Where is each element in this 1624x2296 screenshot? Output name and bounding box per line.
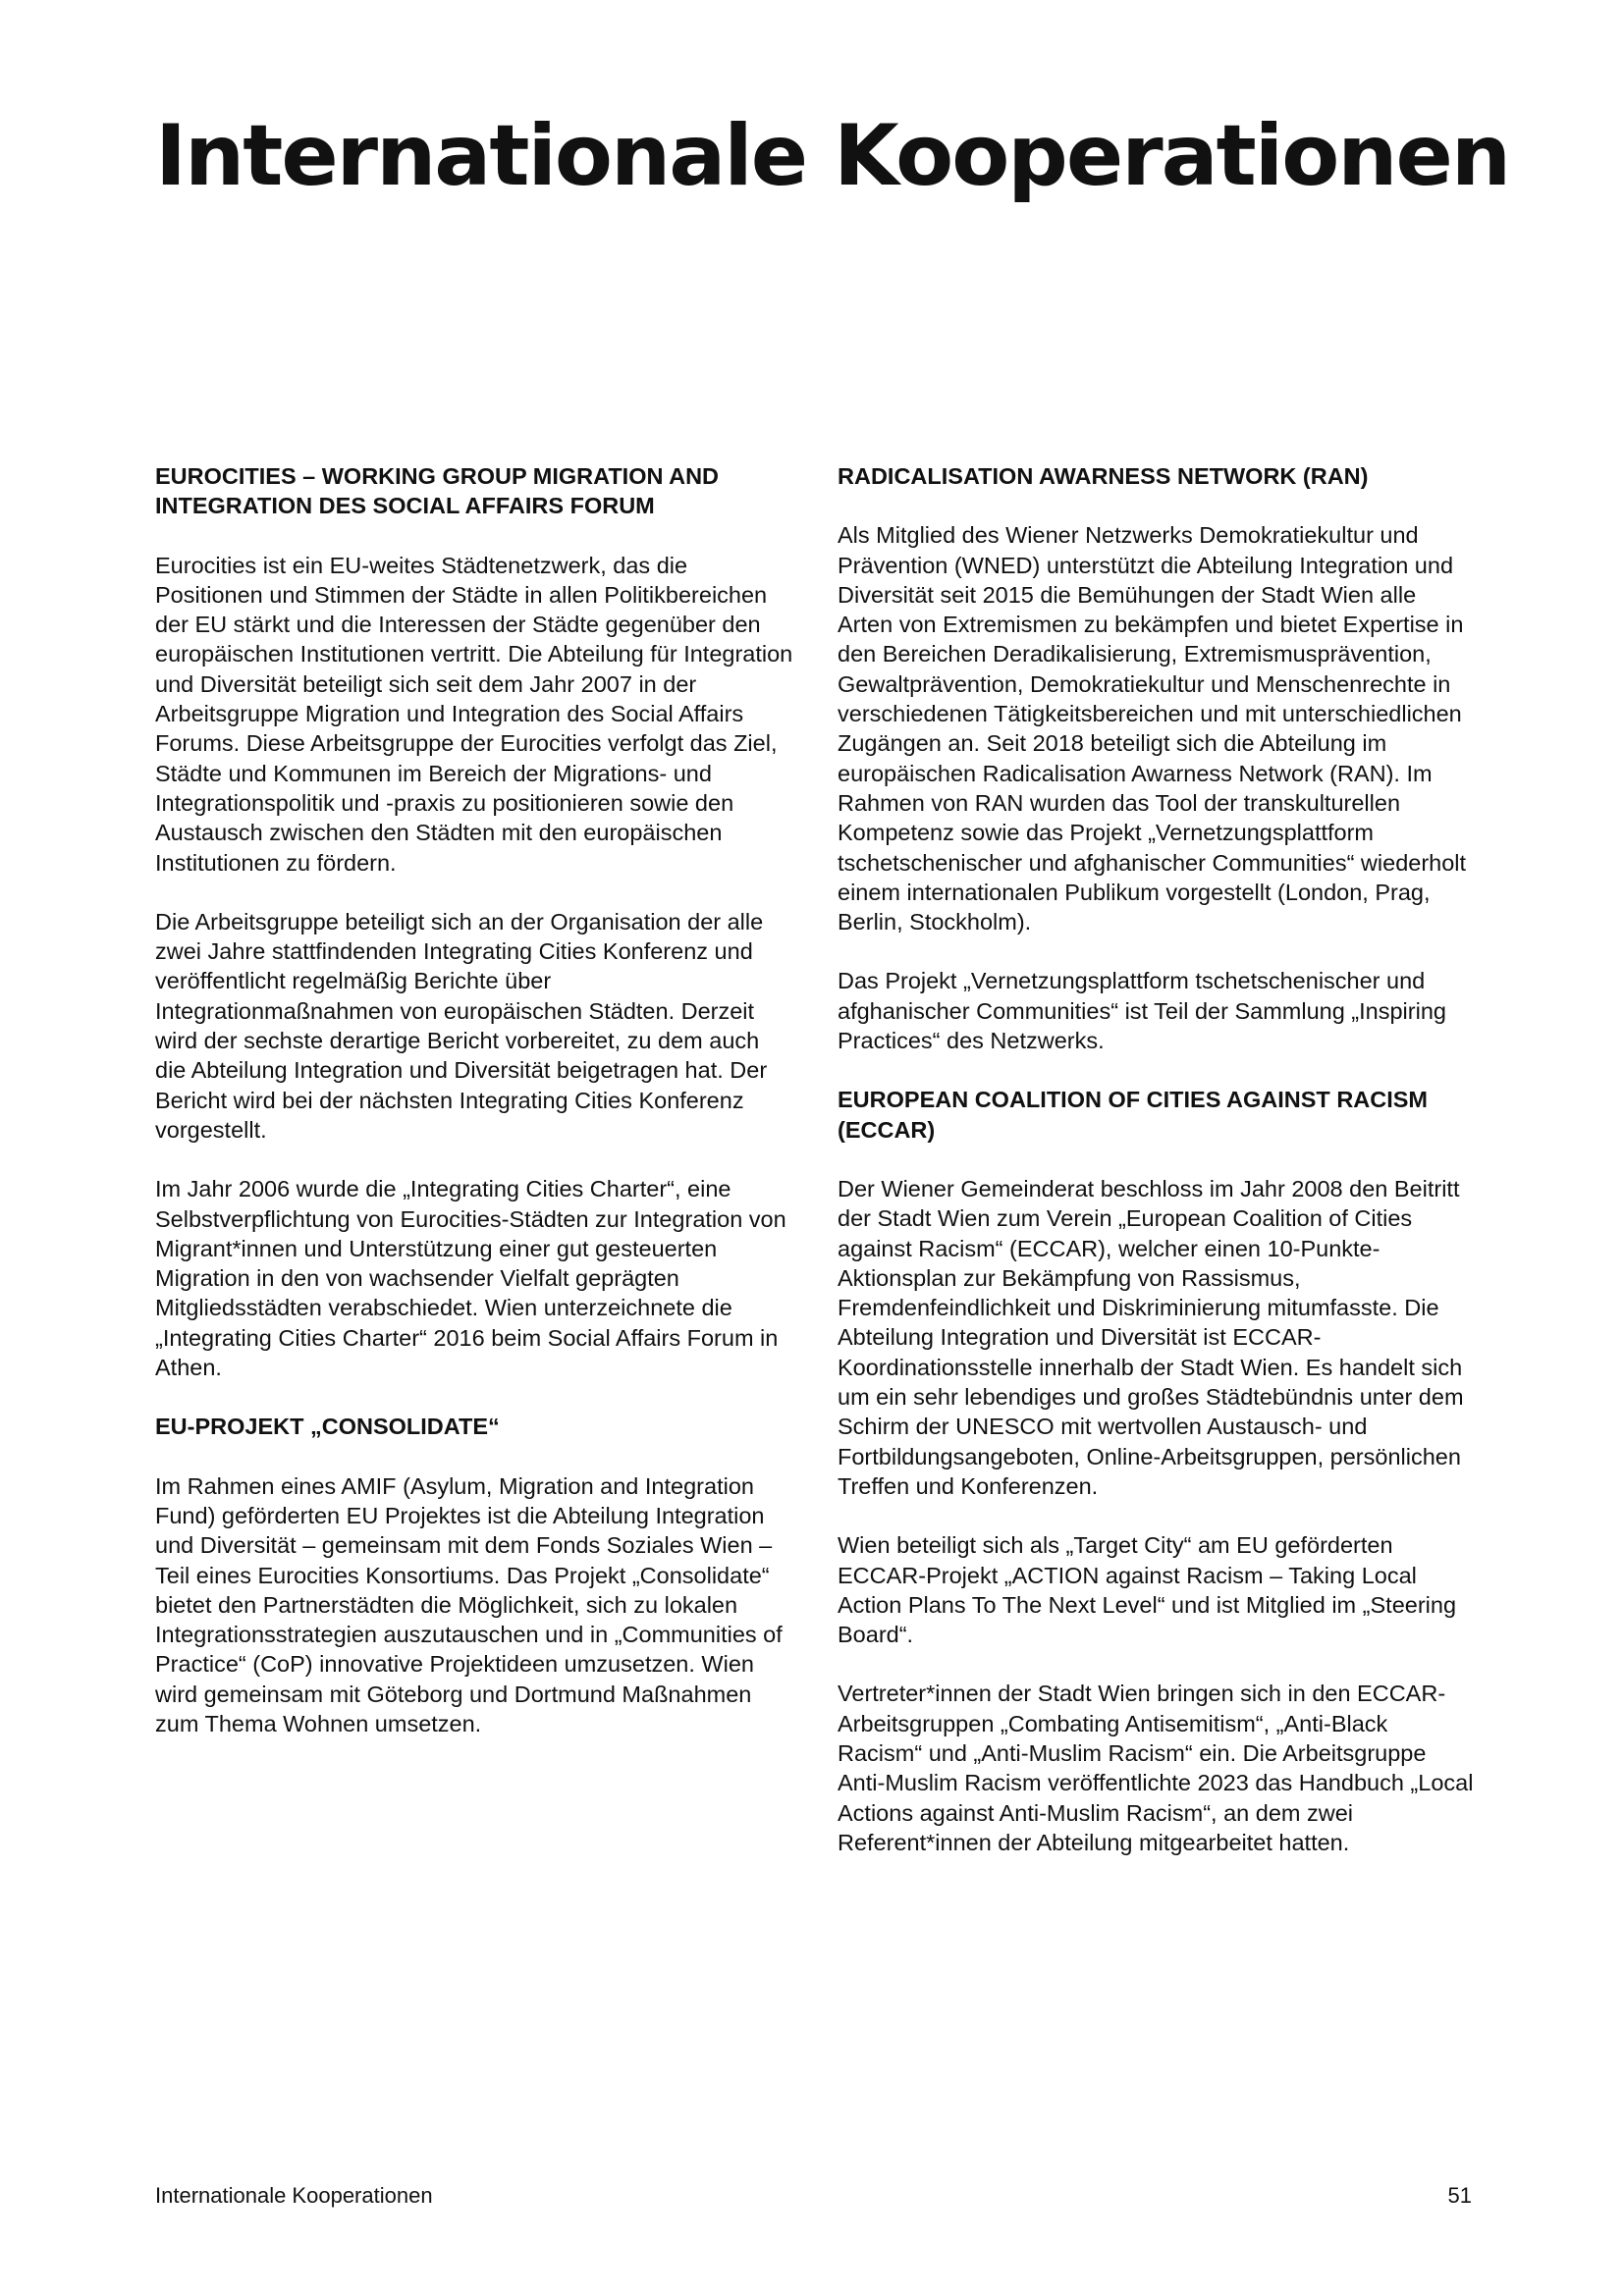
paragraph: Das Projekt „Vernetzungsplattform tschetschenischer und afghanischer Communities“ ist Teil der Sammlung „Inspiring Practices“ des Netzwerks.	[838, 968, 1446, 1054]
section-heading-ran: RADICALISATION AWARNESS NETWORK (RAN)	[838, 463, 1369, 489]
section-heading-eurocities: EUROCITIES – WORKING GROUP MIGRATION AND INTEGRATION DES SOCIAL AFFAIRS FORUM	[155, 463, 720, 519]
footer-section-label: Internationale Kooperationen	[155, 2183, 433, 2208]
section-heading-eccar: EUROPEAN COALITION OF CITIES AGAINST RACISM (ECCAR)	[838, 1087, 1429, 1143]
paragraph: Eurocities ist ein EU-weites Städtenetzwerk, das die Positionen und Stimmen der Städte in allen Politikbereichen der EU stärkt und die Interessen der Städte gegenüber den europäischen Institutionen vertritt. Die Abteilung für Integration und Diversität beteiligt sich seit dem Jahr 2007 in der Arbeitsgruppe Migration und Integration des Social Affairs Forums. Diese Arbeitsgruppe der Eurocities verfolgt das Ziel, Städte und Kommunen im Bereich der Migrations- und Integrationspolitik und -praxis zu positionieren sowie den Austausch zwischen den Städten mit den europäischen Institutionen zu fördern.	[155, 552, 793, 876]
paragraph: Vertreter*innen der Stadt Wien bringen sich in den ECCAR-Arbeitsgruppen „Combating Antisemitism“, „Anti-Black Racism“ und „Anti-Muslim Racism“ ein. Die Arbeitsgruppe Anti-Muslim Racism veröffentlichte 2023 das Handbuch „Local Actions against Anti-Muslim Racism“, an dem zwei Referent*innen der Abteilung mitgearbeitet hatten.	[838, 1681, 1474, 1855]
paragraph: Als Mitglied des Wiener Netzwerks Demokratiekultur und Prävention (WNED) unterstützt die Abteilung Integration und Diversität seit 2015 die Bemühungen der Stadt Wien alle Arten von Extremismen zu bekämpfen und bietet Expertise in den Bereichen Deradikalisierung, Extremismusprävention, Gewaltprävention, Demokratiekultur und Menschenrechte in verschiedenen Tätigkeitsbereichen und mit unterschiedlichen Zugängen an. Seit 2018 beteiligt sich die Abteilung im europäischen Radicalisation Awarness Network (RAN). Im Rahmen von RAN wurden das Tool der transkulturellen Kompetenz sowie das Projekt „Vernetzungsplattform tschetschenischer und afghanischer Communities“ wiederholt einem internationalen Publikum vorgestellt (London, Prag, Berlin, Stockholm).	[838, 522, 1467, 935]
paragraph: Wien beteiligt sich als „Target City“ am EU geförderten ECCAR-Projekt „ACTION against Racism – Taking Local Action Plans To The Next Level“ und ist Mitglied im „Steering Board“.	[838, 1532, 1457, 1648]
page-number: 51	[1447, 2183, 1472, 2208]
left-column	[155, 461, 793, 1768]
page-title: Internationale Kooperationen	[155, 107, 1510, 205]
paragraph: Im Rahmen eines AMIF (Asylum, Migration and Integration Fund) geförderten EU Projektes ist die Abteilung Integration und Diversität – gemeinsam mit dem Fonds Soziales Wien – Teil eines Eurocities Konsortiums. Das Projekt „Consolidate“ bietet den Partnerstädten die Möglichkeit, sich zu lokalen Integrationsstrategien auszutauschen und in „Communities of Practice“ (CoP) innovative Projektideen umzusetzen. Wien wird gemeinsam mit Göteborg und Dortmund Maßnahmen zum Thema Wohnen umsetzen.	[155, 1472, 783, 1736]
right-column	[838, 461, 1476, 1887]
paragraph: Der Wiener Gemeinderat beschloss im Jahr 2008 den Beitritt der Stadt Wien zum Verein „European Coalition of Cities against Racism“ (ECCAR), welcher einen 10-Punkte-Aktionsplan zur Bekämpfung von Rassismus, Fremdenfeindlichkeit und Diskriminierung mitumfasste. Die Abteilung Integration und Diversität ist ECCAR-Koordinationsstelle innerhalb der Stadt Wien. Es handelt sich um ein sehr lebendiges und großes Städtebündnis unter dem Schirm der UNESCO mit wertvollen Austausch- und Fortbildungsangeboten, Online-Arbeitsgruppen, persönlichen Treffen und Konferenzen.	[838, 1175, 1464, 1499]
section-heading-consolidate: EU-PROJEKT „CONSOLIDATE“	[155, 1414, 500, 1440]
paragraph: Die Arbeitsgruppe beteiligt sich an der Organisation der alle zwei Jahre stattfindenden Integrating Cities Konferenz und veröffentlicht regelmäßig Berichte über Integrationmaßnahmen von europäischen Städten. Derzeit wird der sechste derartige Bericht vorbereitet, zu dem auch die Abteilung Integration und Diversität beigetragen hat. Der Bericht wird bei der nächsten Integrating Cities Konferenz vorgestellt.	[155, 908, 768, 1143]
paragraph: Im Jahr 2006 wurde die „Integrating Cities Charter“, eine Selbstverpflichtung von Eurocities-Städten zur Integration von Migrant*innen und Unterstützung einer gut gesteuerten Migration in den von wachsender Vielfalt geprägten Mitgliedsstädten verabschiedet. Wien unterzeichnete die „Integrating Cities Charter“ 2016 beim Social Affairs Forum in Athen.	[155, 1176, 786, 1381]
